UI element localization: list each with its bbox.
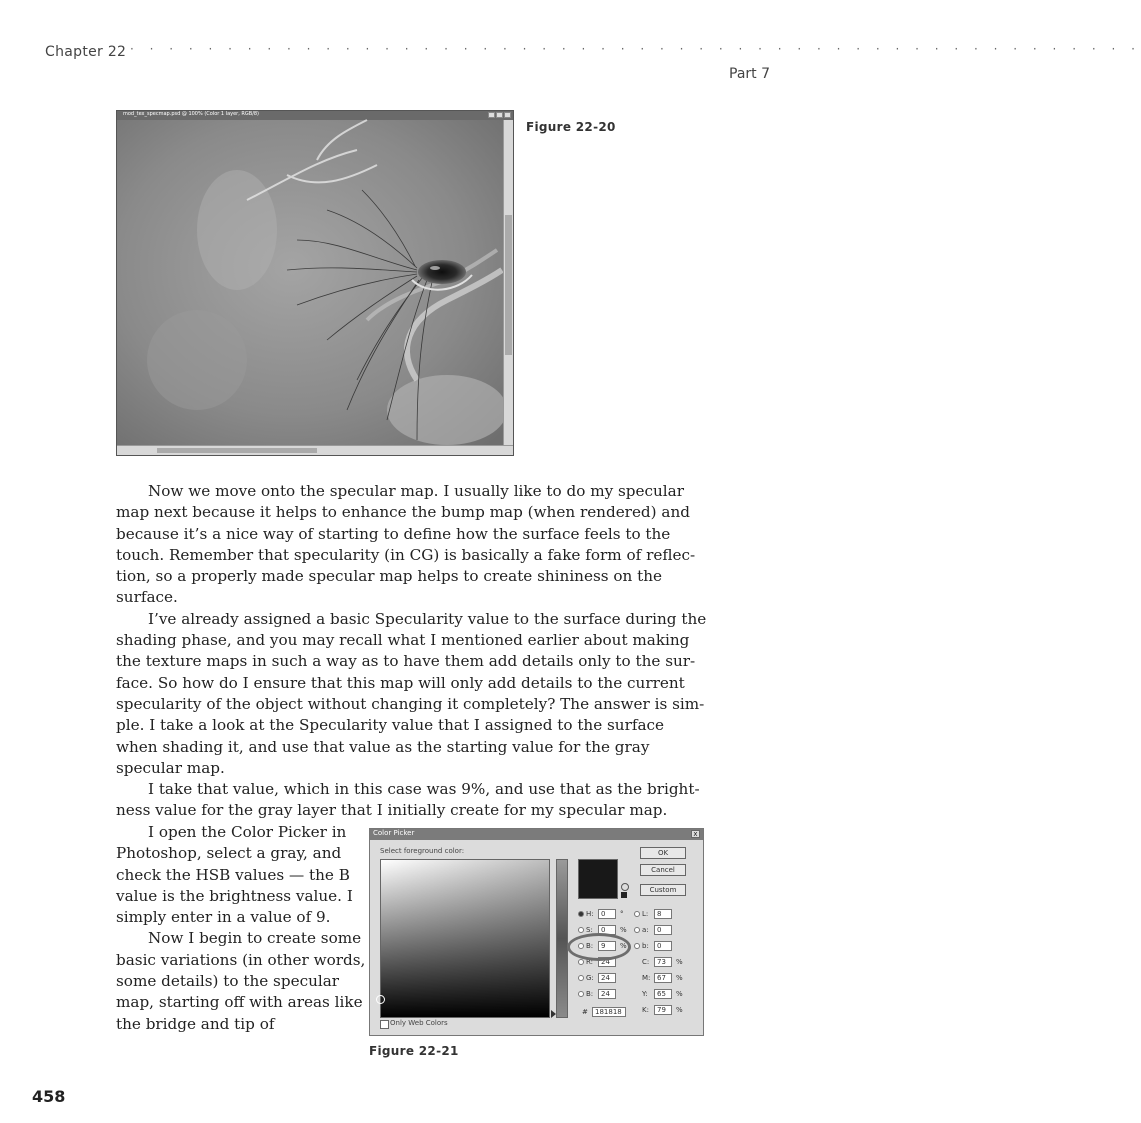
green-field[interactable]: 24 xyxy=(598,973,616,983)
texture-canvas[interactable] xyxy=(117,120,504,446)
black-label: K: xyxy=(642,1006,649,1014)
magenta-unit: % xyxy=(676,974,683,982)
lab-l-label: L: xyxy=(642,910,649,918)
hue-slider-handle[interactable] xyxy=(551,1010,556,1018)
figure-22-20-caption: Figure 22-20 xyxy=(526,120,616,134)
body-text xyxy=(116,481,710,822)
custom-button[interactable]: Custom xyxy=(640,884,686,896)
brightness-highlight-ellipse xyxy=(567,933,631,961)
red-label: R: xyxy=(586,958,594,966)
cancel-button[interactable]: Cancel xyxy=(640,864,686,876)
minimize-icon[interactable] xyxy=(488,112,495,118)
websafe-cube-icon[interactable] xyxy=(621,892,627,898)
green-label: G: xyxy=(586,974,594,982)
yellow-unit: % xyxy=(676,990,683,998)
window-controls xyxy=(488,112,511,118)
page-number: 458 xyxy=(32,1087,66,1106)
web-colors-label: Only Web Colors xyxy=(390,1019,448,1027)
paragraph: Now we move onto the specular map. I usually like to do my specular map next because it helps to enhance the bump map (when rendered) and because it’s a nice way of starting to define how the surface feels to the touch. Remember that specularity (in CG) is basically a fake form of reflec-tion, so a properly made specular map helps to create shininess on the surface. xyxy=(116,482,696,607)
black-field[interactable]: 79 xyxy=(654,1005,672,1015)
yellow-field[interactable]: 65 xyxy=(654,989,672,999)
brightness-unit: % xyxy=(620,942,627,950)
window-title: mod_tex_specmap.psd @ 100% (Color 1 layer, RGB/8) xyxy=(123,111,260,117)
brightness-label: B: xyxy=(586,942,594,950)
lab-a-field[interactable]: 0 xyxy=(654,925,672,935)
ok-button[interactable]: OK xyxy=(640,847,686,859)
lab-l-field[interactable]: 8 xyxy=(654,909,672,919)
cyan-field[interactable]: 73 xyxy=(654,957,672,967)
color-field[interactable] xyxy=(380,859,550,1018)
saturation-radio[interactable] xyxy=(578,927,584,933)
saturation-field[interactable]: 0 xyxy=(598,925,616,935)
color-field-marker[interactable] xyxy=(376,995,385,1004)
lab-a-radio[interactable] xyxy=(634,927,640,933)
gamut-warning-icon[interactable] xyxy=(621,883,629,891)
lab-a-label: a: xyxy=(642,926,649,934)
lab-b-radio[interactable] xyxy=(634,943,640,949)
saturation-label: S: xyxy=(586,926,593,934)
brightness-field[interactable]: 9 xyxy=(598,941,616,951)
black-unit: % xyxy=(676,1006,683,1014)
paragraph: Now I begin to create some basic variations (in other words, some details) to the specular map, starting off with areas like the bridge and tip of xyxy=(116,929,366,1033)
web-colors-checkbox[interactable] xyxy=(380,1020,389,1029)
paragraph: I take that value, which in this case was 9%, and use that as the bright-ness value for the gray layer that I initially create for my specular map. xyxy=(116,780,700,820)
color-picker-dialog xyxy=(369,828,704,1036)
maximize-icon[interactable] xyxy=(496,112,503,118)
vertical-scrollbar[interactable] xyxy=(503,120,513,446)
blue-field[interactable]: 24 xyxy=(598,989,616,999)
vertical-scroll-thumb[interactable] xyxy=(505,215,512,355)
magenta-label: M: xyxy=(642,974,651,982)
hex-field[interactable]: 181818 xyxy=(592,1007,626,1017)
magenta-field[interactable]: 67 xyxy=(654,973,672,983)
hex-label: # xyxy=(582,1008,588,1016)
lab-l-radio[interactable] xyxy=(634,911,640,917)
cyan-label: C: xyxy=(642,958,650,966)
red-radio[interactable] xyxy=(578,959,584,965)
blue-label: B: xyxy=(586,990,594,998)
specular-map-image xyxy=(117,120,504,446)
close-icon[interactable] xyxy=(504,112,511,118)
figure-22-21-caption: Figure 22-21 xyxy=(369,1044,459,1058)
header-dot-leader: · · · · · · · · · · · · · · · · · · · · · · · · · · · · · · · · · · · · · · · · · · · · · · · · · · · · xyxy=(130,42,1141,56)
lab-b-label: b: xyxy=(642,942,649,950)
hue-label: H: xyxy=(586,910,594,918)
red-field[interactable]: 24 xyxy=(598,957,616,967)
close-icon[interactable]: x xyxy=(691,830,700,838)
paragraph: I’ve already assigned a basic Specularity value to the surface during the shading phase, and you may recall what I mentioned earlier about making the texture maps in such a way as to have them add details only to the sur-face. So how do I ensure that this map will only add details to the current specularity of the object without changing it completely? The answer is sim-ple. I take a look at the Specularity value that I assigned to the surface when shading it, and use that value as the starting value for the gray specular map. xyxy=(116,609,707,777)
select-foreground-label: Select foreground color: xyxy=(380,847,465,855)
chapter-heading: Chapter 22 xyxy=(45,44,127,60)
green-radio[interactable] xyxy=(578,975,584,981)
yellow-label: Y: xyxy=(642,990,648,998)
dialog-title: Color Picker xyxy=(373,829,415,837)
side-text xyxy=(116,822,366,1035)
dialog-titlebar xyxy=(370,829,703,840)
hue-field[interactable]: 0 xyxy=(598,909,616,919)
horizontal-scrollbar[interactable] xyxy=(117,445,513,455)
window-titlebar xyxy=(117,111,513,120)
color-swatch xyxy=(578,859,618,899)
hue-radio[interactable] xyxy=(578,911,584,917)
blue-radio[interactable] xyxy=(578,991,584,997)
part-heading: Part 7 xyxy=(729,66,770,82)
paragraph: I open the Color Picker in Photoshop, select a gray, and check the HSB values — the B value is the brightness value. I simply enter in a value of 9. xyxy=(116,823,353,927)
saturation-unit: % xyxy=(620,926,627,934)
cyan-unit: % xyxy=(676,958,683,966)
figure-22-20-window xyxy=(116,110,514,456)
lab-b-field[interactable]: 0 xyxy=(654,941,672,951)
hue-unit: ° xyxy=(620,910,624,918)
hue-slider[interactable] xyxy=(556,859,568,1018)
horizontal-scroll-thumb[interactable] xyxy=(157,448,317,453)
